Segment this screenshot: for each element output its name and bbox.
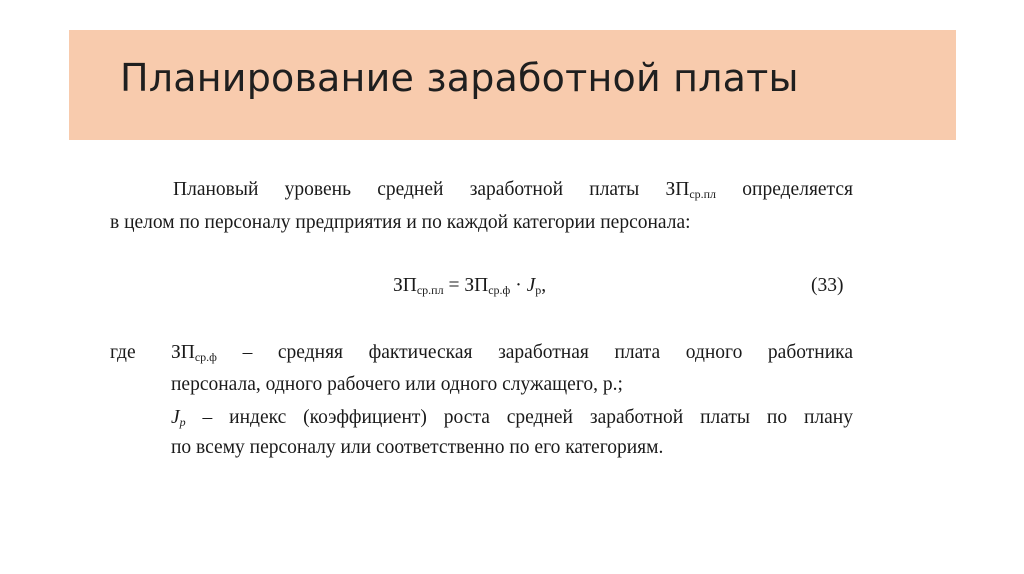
slide-title: Планирование заработной платы [120,56,799,100]
intro-line-1 [173,178,853,202]
definition-word: средней [506,407,573,428]
definition-word: платы [700,407,751,428]
definition-word: работника [767,342,853,363]
definition-word: заработной [589,407,684,428]
avg-wage-actual-symbol: $ЗП_{ср.ф}$ [171,342,217,364]
definition-word: по [766,407,788,428]
formula [393,274,546,298]
where-label: где [110,342,136,363]
formula-equals: = [448,275,460,296]
intro-word: уровень [284,179,351,200]
definition-word: плата [614,342,661,363]
definition-2-line-1 [171,406,853,430]
avg-wage-plan-symbol: $ЗП_{ср.пл}$ [665,179,717,201]
intro-word: платы [589,179,640,200]
growth-index-symbol: $J_р$ [171,407,186,429]
definition-word: – [242,342,253,363]
definition-word: средняя [277,342,344,363]
definition-word: (коэффициент) [303,407,427,428]
formula-lhs: $ЗП_{ср.пл}$ [393,275,444,297]
definition-1-line-1 [171,341,853,365]
formula-number: (33) [811,275,844,296]
intro-line-2: в целом по персоналу предприятия и по каждой категории персонала: [110,212,691,233]
formula-dot: · [515,275,522,296]
definition-2-line-2: по всему персоналу или соответственно по его категориям. [171,437,664,458]
intro-word: заработной [469,179,564,200]
intro-word: средней [377,179,444,200]
formula-index: $J_р$, [526,275,547,297]
definition-word: – [202,407,213,428]
definition-word: одного [685,342,743,363]
definition-word: роста [443,407,490,428]
intro-word: определяется [742,179,853,200]
formula-rhs: $ЗП_{ср.ф}$ [464,275,511,297]
definition-word: фактическая [368,342,473,363]
definition-1-line-2: персонала, одного рабочего или одного служащего, р.; [171,374,623,395]
definition-word: плану [803,407,853,428]
definition-word: индекс [229,407,287,428]
intro-word: Плановый [173,179,259,200]
definition-word: заработная [498,342,589,363]
